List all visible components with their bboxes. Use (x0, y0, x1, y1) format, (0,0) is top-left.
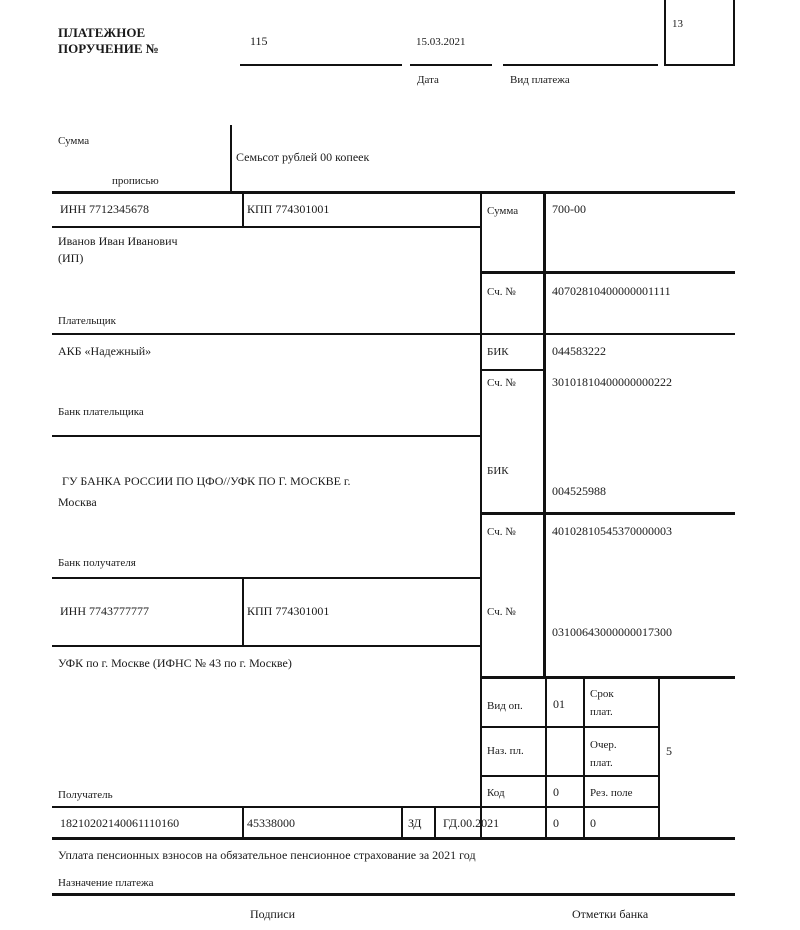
recipient-bank-name-2: Москва (58, 495, 97, 509)
vline-budget-1 (242, 806, 244, 839)
amount-words-label-1: Сумма (58, 135, 90, 147)
line-codes-row1 (480, 726, 660, 728)
line-budget-bottom (52, 837, 735, 840)
signature-label: Подписи (250, 907, 296, 921)
header-underline-type (503, 64, 658, 66)
bank-marks-label: Отметки банка (572, 907, 649, 921)
payer-bank-label: Банк плательщика (58, 406, 144, 418)
doc-number: 115 (250, 34, 268, 48)
amount-words-label-2: прописью (112, 175, 159, 187)
line-codes-row2 (480, 775, 660, 777)
amount-words-value: Семьсот рублей 00 копеек (236, 150, 370, 164)
payer-bank-bik: 044583222 (552, 344, 606, 358)
recipient-kpp: КПП 774301001 (247, 604, 330, 618)
order-value: 5 (666, 744, 672, 758)
basis: ЗД (408, 816, 422, 830)
doc-no: 0 (553, 816, 559, 830)
line-payer-bank-bottom (52, 435, 482, 437)
divider-inn-kpp-recipient (242, 577, 244, 646)
recipient-inn: ИНН 7743777777 (60, 604, 149, 618)
op-type-value: 01 (553, 697, 565, 711)
date-label: Дата (417, 74, 439, 86)
recipient-bank-acc: 40102810545370000003 (552, 524, 672, 538)
line-budget-top (52, 806, 480, 808)
payer-bank-bik-label: БИК (487, 346, 509, 358)
tax-period: ГД.00.2021 (443, 816, 500, 830)
reserve-label: Рез. поле (590, 787, 633, 799)
vline-right-col-a (480, 193, 482, 839)
recipient-bank-bik-label: БИК (487, 465, 509, 477)
vline-budget-3 (434, 806, 436, 839)
recipient-bank-name-1: ГУ БАНКА РОССИИ ПО ЦФО//УФК ПО Г. МОСКВЕ г. (62, 474, 351, 488)
form-code: 13 (672, 18, 683, 30)
recipient-bank-label: Банк получателя (58, 557, 136, 569)
line-codes-row3 (480, 806, 660, 808)
line-amount-words-bottom (52, 191, 735, 194)
doc-title-line2: ПОРУЧЕНИЕ № (58, 41, 159, 56)
op-type-label: Вид оп. (487, 700, 523, 712)
vline-budget-2 (401, 806, 403, 839)
recipient-bank-bik: 004525988 (552, 484, 606, 498)
line-inn-payer-bottom (52, 226, 482, 228)
payer-bank-acc: 30101810400000000222 (552, 375, 672, 389)
line-payer-bottom (52, 333, 735, 335)
line-bank-acc-bottom (480, 512, 735, 515)
line-purpose-bottom (52, 893, 735, 896)
line-inn-recipient-bottom (52, 645, 482, 647)
purpose-label: Назначение платежа (58, 877, 154, 889)
line-recipient-bank-bottom (52, 577, 482, 579)
line-bik1-bottom (480, 369, 546, 371)
due-label-1: Срок (590, 688, 614, 700)
payer-kpp: КПП 774301001 (247, 202, 330, 216)
recipient-acc-label: Сч. № (487, 606, 516, 618)
payer-name-2: (ИП) (58, 251, 84, 265)
order-label-2: плат. (590, 757, 613, 769)
payer-name-1: Иванов Иван Иванович (58, 234, 178, 248)
recipient-acc: 03100643000000017300 (552, 625, 672, 639)
line-amount-bottom (480, 271, 735, 274)
amount-label: Сумма (487, 205, 519, 217)
recipient-name: УФК по г. Москве (ИФНС № 43 по г. Москве) (58, 656, 292, 670)
doc-date: 15.03.2021 (416, 36, 466, 48)
form-code-box-bottom (664, 64, 734, 66)
payer-account-label: Сч. № (487, 286, 516, 298)
payer-bank-acc-label: Сч. № (487, 377, 516, 389)
due-label-2: плат. (590, 706, 613, 718)
order-label-1: Очер. (590, 739, 617, 751)
vline-codes-c (658, 676, 660, 839)
payer-inn: ИНН 7712345678 (60, 202, 149, 216)
recipient-bank-acc-label: Сч. № (487, 526, 516, 538)
oktmo: 45338000 (247, 816, 295, 830)
purpose-text: Уплата пенсионных взносов на обязательное пенсионное страхование за 2021 год (58, 849, 476, 862)
payment-type-label: Вид платежа (510, 74, 570, 86)
amount-words-divider (230, 125, 232, 194)
vline-codes-a (545, 676, 547, 839)
code-value: 0 (553, 785, 559, 799)
purpose-code-label: Наз. пл. (487, 745, 524, 757)
divider-inn-kpp-payer (242, 193, 244, 227)
doc-title-line1: ПЛАТЕЖНОЕ (58, 25, 146, 40)
form-code-box-right (733, 0, 735, 66)
header-underline-number (240, 64, 402, 66)
header-underline-date (410, 64, 492, 66)
vline-right-col-b (543, 193, 546, 678)
vline-codes-b (583, 676, 585, 839)
kbk: 18210202140061110160 (60, 816, 180, 830)
amount-value: 700-00 (552, 202, 586, 216)
payer-bank-name: АКБ «Надежный» (58, 344, 152, 358)
payer-label: Плательщик (58, 315, 116, 327)
form-code-box-left (664, 0, 666, 66)
line-recipient-acc-bottom (480, 676, 735, 679)
code-label: Код (487, 787, 505, 799)
payer-account-value: 40702810400000001111 (552, 284, 671, 298)
recipient-label: Получатель (58, 789, 113, 801)
doc-date-field: 0 (590, 816, 596, 830)
